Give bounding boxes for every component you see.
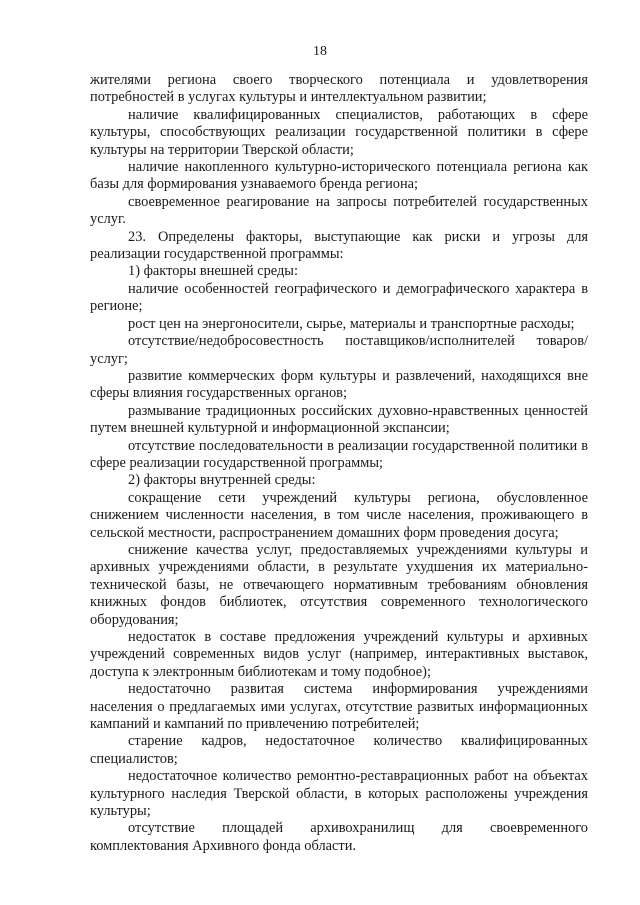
paragraph: наличие квалифицированных специалистов, работающих в сфере культуры, способствующих реализации государственной политики в сфере культуры на территории Тверской области; [90, 106, 588, 158]
paragraph: наличие накопленного культурно-исторического потенциала региона как базы для формирования узнаваемого бренда региона; [90, 159, 588, 193]
paragraph: размывание традиционных российских духовно-нравственных ценностей путем внешней культурной и информационной экспансии; [90, 402, 588, 437]
paragraph: снижение качества услуг, предоставляемых учреждениями культуры и архивных учреждениями области, в результате ухудшения их материально-технической базы, не отвечающего нормативным требованиям обновления книжных фондов библиотек, отсутствия современного технологического оборудования; [90, 541, 588, 628]
paragraph: недостаток в составе предложения учреждений культуры и архивных учреждений современных видов услуг (например, интерактивных выставок, доступа к электронным библиотекам и тому подобное); [90, 629, 588, 680]
paragraph: сокращение сети учреждений культуры региона, обусловленное снижением численности населения, в том числе населения, проживающего в сельской местности, распространением домашних форм проведения досуга; [90, 489, 588, 541]
paragraph: отсутствие последовательности в реализации государственной политики в сфере реализации государственной программы; [90, 437, 588, 471]
paragraph: своевременное реагирование на запросы потребителей государственных услуг. [90, 193, 588, 228]
paragraph: недостаточно развитая система информирования учреждениями населения о предлагаемых ими услугах, отсутствие развитых информационных кампаний и кампаний по привлечению потребителей; [90, 681, 588, 733]
paragraph: отсутствие/недобросовестность поставщиков/исполнителей товаров/услуг; [90, 333, 588, 367]
paragraph: отсутствие площадей архивохранилищ для своевременного комплектования Архивного фонда области. [90, 820, 588, 854]
paragraph: недостаточное количество ремонтно-реставрационных работ на объектах культурного наследия Тверской области, в которых расположены учреждения культуры; [90, 768, 588, 820]
paragraph: 1) факторы внешней среды: [128, 263, 298, 280]
paragraph: старение кадров, недостаточное количество квалифицированных специалистов; [90, 733, 588, 767]
document-body [90, 72, 588, 855]
paragraph: жителями региона своего творческого потенциала и удовлетворения потребностей в услугах культуры и интеллектуальном развитии; [90, 72, 588, 106]
paragraph: рост цен на энергоносители, сырье, материалы и транспортные расходы; [128, 315, 575, 332]
paragraph: 2) факторы внутренней среды: [128, 472, 316, 489]
page-number: 18 [313, 44, 327, 59]
paragraph: наличие особенностей географического и демографического характера в регионе; [90, 280, 588, 315]
paragraph: 23. Определены факторы, выступающие как риски и угрозы для реализации государственной программы: [90, 228, 588, 263]
paragraph: развитие коммерческих форм культуры и развлечений, находящихся вне сферы влияния государственных органов; [90, 367, 588, 402]
